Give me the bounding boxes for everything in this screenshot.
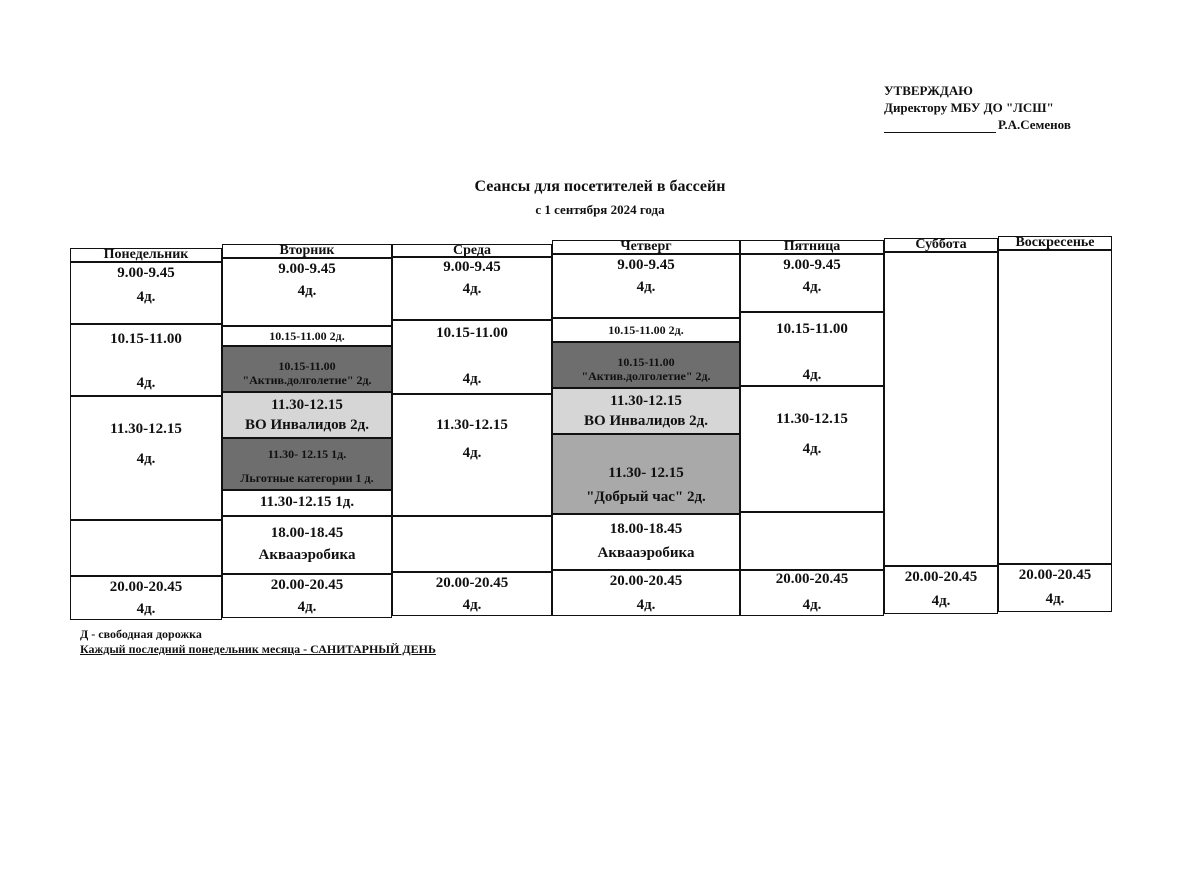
fri-session-1 [740, 254, 884, 312]
sun-empty [998, 250, 1112, 564]
fri-session-4-empty [740, 512, 884, 570]
tue-session-5 [222, 574, 392, 618]
cell-text: 11.30-12.15 [776, 411, 848, 427]
tue-session-3b-benefit [222, 438, 392, 490]
cell-text: 4д. [802, 441, 822, 457]
cell-text: 18.00-18.45 [270, 525, 344, 541]
cell-text: Понедельник [103, 247, 189, 262]
cell-text: 4д. [636, 597, 656, 613]
cell-text: 4д. [136, 451, 156, 467]
cell-text: Воскресенье [1015, 235, 1095, 250]
cell-text: 10.15-11.00 2д. [608, 323, 684, 337]
mon-session-1 [70, 262, 222, 324]
tue-session-3a-disabled [222, 392, 392, 438]
approval-signer: Р.А.Семенов [998, 117, 1071, 132]
cell-text: "Добрый час" 2д. [586, 489, 706, 505]
cell-text: 4д. [462, 445, 482, 461]
cell-text: 20.00-20.45 [609, 573, 683, 589]
cell-text: 9.00-9.45 [617, 257, 675, 273]
page-title: Сеансы для посетителей в бассейн [474, 178, 726, 195]
cell-text: 11.30- 12.15 [608, 465, 684, 481]
tue-session-4-aquaaerobics [222, 516, 392, 574]
wed-session-4-empty [392, 516, 552, 572]
cell-text: 10.15-11.00 2д. [269, 329, 345, 343]
cell-text: 11.30-12.15 [271, 397, 343, 413]
cell-text: 4д. [1045, 591, 1065, 607]
cell-text: 4д. [136, 601, 156, 617]
sat-session-5 [884, 566, 998, 614]
thu-session-3b-good-hour [552, 434, 740, 514]
tue-session-2b-active-longevity [222, 346, 392, 392]
cell-text: 20.00-20.45 [775, 571, 849, 587]
approval-position: Директору МБУ ДО "ЛСШ" [884, 100, 1054, 115]
fri-session-2 [740, 312, 884, 386]
cell-text: 9.00-9.45 [117, 265, 175, 281]
fri-session-3 [740, 386, 884, 512]
tue-session-3c [222, 490, 392, 516]
cell-text: Пятница [783, 239, 841, 254]
cell-text: "Актив.долголетие" 2д. [581, 369, 711, 383]
cell-text: 9.00-9.45 [443, 259, 501, 275]
cell-text: 10.15-11.00 [436, 325, 508, 341]
cell-text: 9.00-9.45 [783, 257, 841, 273]
cell-text: ВО Инвалидов 2д. [245, 417, 369, 433]
thu-session-3a-disabled [552, 388, 740, 434]
approval-title: УТВЕРЖДАЮ [884, 83, 973, 98]
fri-session-5 [740, 570, 884, 616]
header-day-2 [222, 244, 392, 258]
cell-text: 4д. [636, 279, 656, 295]
tue-session-2a [222, 326, 392, 346]
cell-text: 10.15-11.00 [776, 321, 848, 337]
cell-text: Вторник [279, 243, 335, 258]
legend-note: Д - свободная дорожка [80, 627, 202, 641]
cell-text: 11.30-12.15 1д. [259, 494, 355, 510]
cell-text: 20.00-20.45 [435, 575, 509, 591]
wed-session-1 [392, 256, 552, 320]
cell-text: 20.00-20.45 [109, 579, 183, 595]
cell-text: Среда [452, 243, 491, 258]
cell-text: 11.30-12.15 [436, 417, 508, 433]
cell-text: 4д. [462, 371, 482, 387]
header-day-5 [740, 240, 884, 254]
cell-text: 4д. [297, 283, 317, 299]
cell-text: 4д. [802, 279, 822, 295]
mon-session-2 [70, 324, 222, 396]
cell-text: 9.00-9.45 [278, 261, 336, 277]
sat-empty [884, 252, 998, 566]
cell-text: 20.00-20.45 [904, 569, 978, 585]
cell-text: 4д. [802, 367, 822, 383]
cell-text: 4д. [802, 597, 822, 613]
cell-text: 18.00-18.45 [609, 521, 683, 537]
cell-text: 4д. [462, 281, 482, 297]
cell-text: 4д. [136, 375, 156, 391]
cell-text: Аквааэробика [258, 547, 356, 563]
cell-text: 11.30-12.15 [110, 421, 182, 437]
cell-text: 4д. [297, 599, 317, 615]
thu-session-1 [552, 254, 740, 318]
sun-session-5 [998, 564, 1112, 612]
cell-text: 10.15-11.00 [278, 359, 336, 373]
cell-text: 4д. [931, 593, 951, 609]
cell-text: 4д. [462, 597, 482, 613]
cell-text: 4д. [136, 289, 156, 305]
thu-session-5 [552, 570, 740, 616]
cell-text: 20.00-20.45 [270, 577, 344, 593]
cell-text: 10.15-11.00 [617, 355, 675, 369]
cell-text: 10.15-11.00 [110, 331, 182, 347]
header-day-6 [884, 238, 998, 252]
tue-session-1 [222, 258, 392, 326]
thu-session-2b-active-longevity [552, 342, 740, 388]
header-day-4 [552, 240, 740, 254]
cell-text: "Актив.долголетие" 2д. [242, 373, 372, 387]
thu-session-2a [552, 318, 740, 342]
cell-text: Четверг [620, 239, 672, 254]
page-subtitle: с 1 сентября 2024 года [535, 202, 665, 217]
cell-text: 20.00-20.45 [1018, 567, 1092, 583]
header-day-1 [70, 248, 222, 262]
mon-session-4-empty [70, 520, 222, 576]
cell-text: 11.30- 12.15 1д. [267, 447, 347, 461]
cell-text: Аквааэробика [597, 545, 695, 561]
wed-session-3 [392, 394, 552, 516]
wed-session-2 [392, 320, 552, 394]
sanitary-day-note: Каждый последний понедельник месяца - САНИТАРНЫЙ ДЕНЬ [80, 642, 436, 656]
thu-session-4-aquaaerobics [552, 514, 740, 570]
cell-text: 11.30-12.15 [610, 393, 682, 409]
header-day-7 [998, 236, 1112, 250]
cell-text: ВО Инвалидов 2д. [584, 413, 708, 429]
cell-text: Льготные категории 1 д. [240, 471, 374, 485]
wed-session-5 [392, 572, 552, 616]
mon-session-5 [70, 576, 222, 620]
cell-text: Суббота [915, 237, 967, 252]
mon-session-3 [70, 396, 222, 520]
